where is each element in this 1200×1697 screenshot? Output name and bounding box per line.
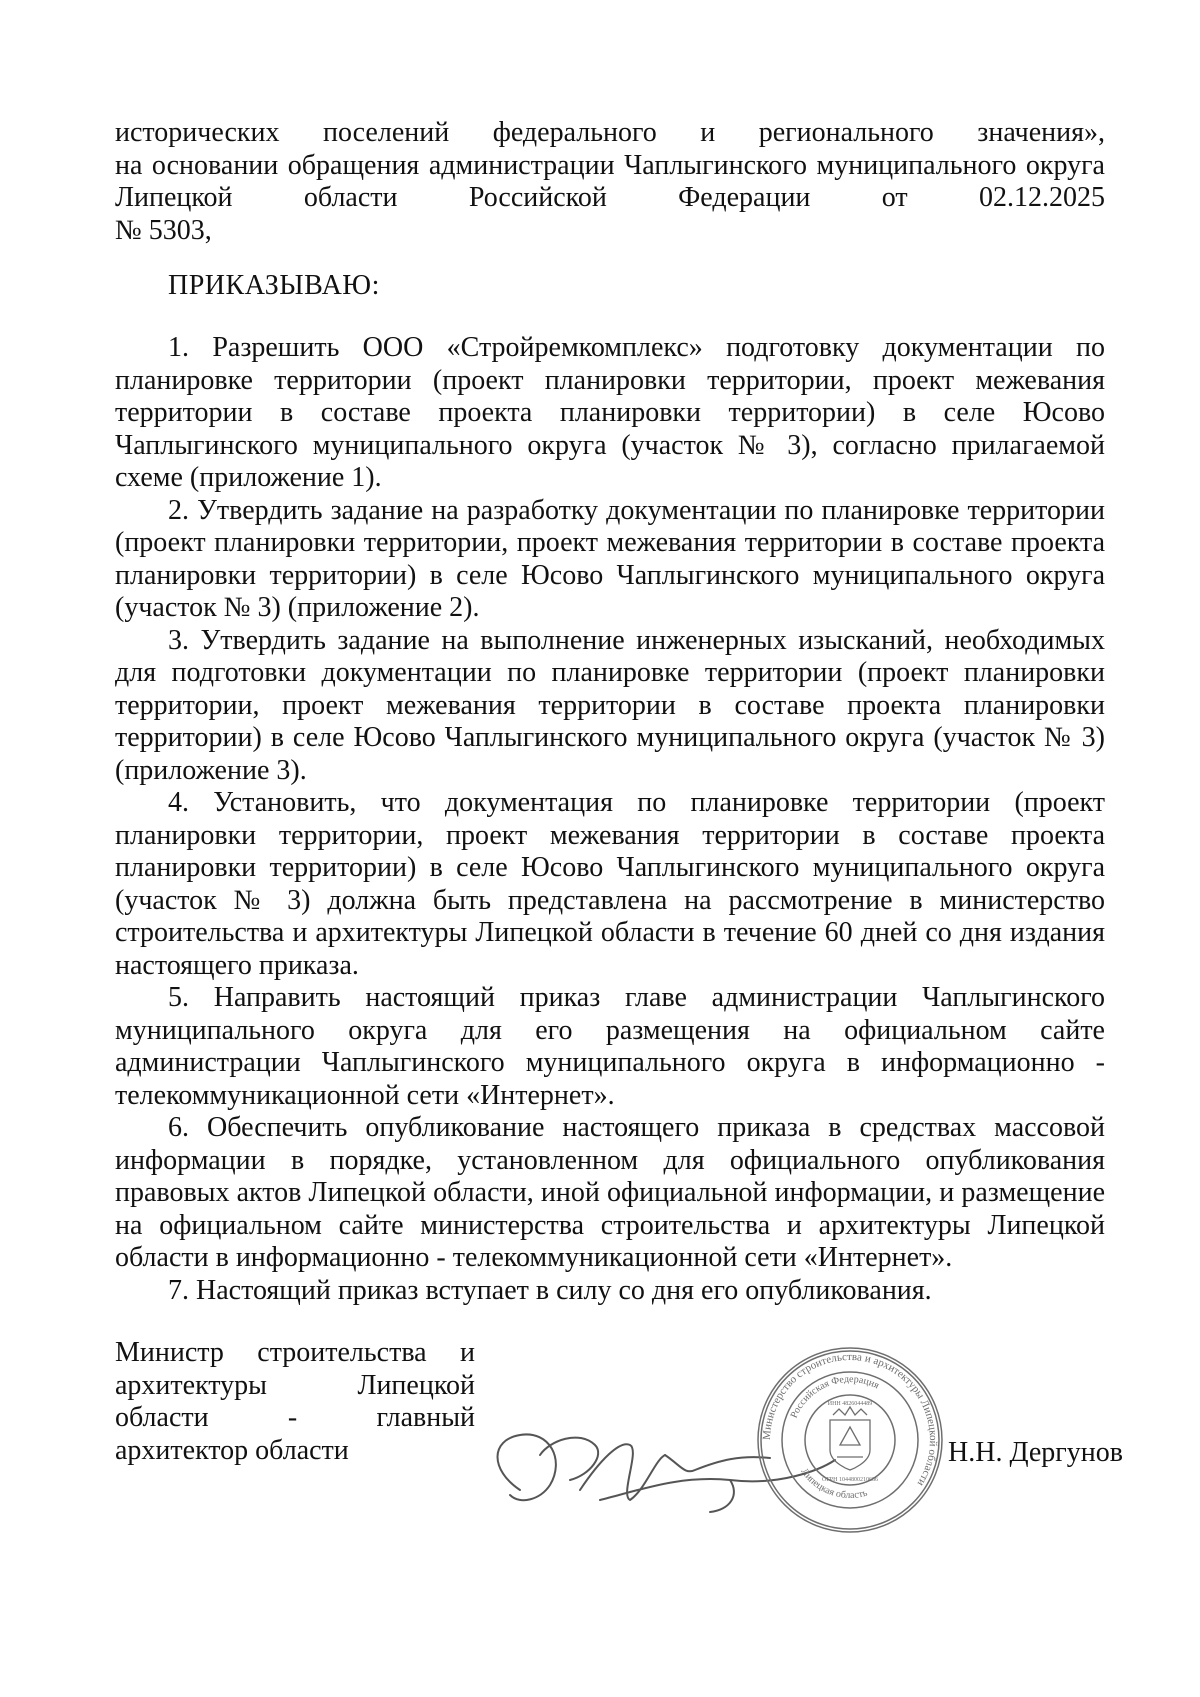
intro-line: на основании обращения администрации Чаплыгинского муниципального округа: [115, 149, 1105, 181]
order-item: 2. Утвердить задание на разработку документации по планировке территории (проект планировки территории, проект межевания территории в составе проекта планировки территории) в селе Юсово Чаплыгинского муниципального округа (участок № 3) (приложение 2).: [115, 494, 1105, 623]
order-item: 1. Разрешить ООО «Стройремкомплекс» подготовку документации по планировке территории (проект планировки территории, проект межевания территории в составе проекта планировки территории) в селе Юсово Чаплыгинского муниципального округа (участок № 3), согласно прилагаемой схеме (приложение 1).: [115, 332, 1105, 493]
coat-of-arms-icon: [830, 1407, 870, 1470]
intro-paragraph: [115, 117, 1105, 247]
official-stamp: [755, 1345, 945, 1535]
stamp-inner-bottom-text: Липецкая область: [798, 1466, 869, 1502]
signer-position: [115, 1337, 475, 1467]
signer-position-line: архитектуры Липецкой: [115, 1369, 475, 1401]
signer-name: Н.Н. Дергунов: [948, 1437, 1123, 1468]
signer-position-line: области - главный: [115, 1402, 475, 1433]
order-item: 7. Настоящий приказ вступает в силу со дня его опубликования.: [168, 1274, 932, 1306]
stamp-inner-top-text: Российская Федерация: [788, 1373, 881, 1420]
order-item: 5. Направить настоящий приказ главе администрации Чаплыгинского муниципального округа для его размещения на официальном сайте администрации Чаплыгинского муниципального округа в информационно - телекоммуникационной сети «Интернет».: [115, 982, 1105, 1111]
order-item: 4. Установить, что документация по планировке территории (проект планировки территории, проект межевания территории в составе проекта планировки территории) в селе Юсово Чаплыгинского муниципального округа (участок № 3) должна быть представлена на рассмотрение в министерство строительства и архитектуры Липецкой области в течение 60 дней со дня издания настоящего приказа.: [115, 787, 1105, 981]
order-item: 6. Обеспечить опубликование настоящего приказа в средствах массовой информации в порядке, установленном для официального опубликования правовых актов Липецкой области, иной официальной информации, и размещение на официальном сайте министерства строительства и архитектуры Липецкой области в информационно - телекоммуникационной сети «Интернет».: [115, 1112, 1105, 1273]
stamp-inn: ИНН 4826044489: [827, 1401, 873, 1407]
order-item: 3. Утвердить задание на выполнение инженерных изысканий, необходимых для подготовки документации по планировке территории (проект планировки территории, проект межевания территории в составе проекта планировки территории) в селе Юсово Чаплыгинского муниципального округа (участок № 3) (приложение 3).: [115, 624, 1105, 786]
intro-line: исторических поселений федерального и регионального значения»,: [115, 117, 1105, 148]
stamp-ogrn: ОГРН 1044800210686: [822, 1477, 878, 1483]
signer-position-line: Министр строительства и: [115, 1337, 475, 1368]
order-items: [115, 332, 1105, 1307]
intro-line: Липецкой области Российской Федерации от 02.12.2025: [115, 182, 1105, 213]
stamp-outer-text: Министерство строительства и архитектуры Липецкой области: [760, 1350, 940, 1489]
signer-position-line: архитектор области: [115, 1434, 349, 1466]
intro-line: № 5303,: [115, 214, 212, 246]
order-heading: ПРИКАЗЫВАЮ:: [168, 270, 380, 301]
